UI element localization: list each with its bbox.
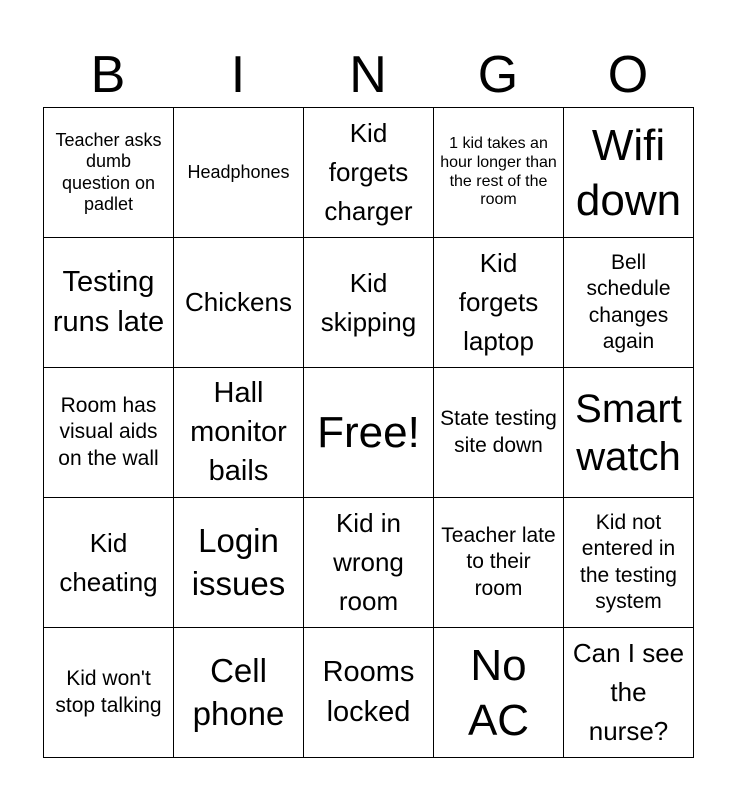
bingo-cell[interactable]: Can I see the nurse? (564, 628, 694, 758)
bingo-cell[interactable]: Kid cheating (44, 498, 174, 628)
bingo-cell[interactable]: Chickens (174, 238, 304, 368)
bingo-cell[interactable]: Kid won't stop talking (44, 628, 174, 758)
bingo-cell[interactable]: Cell phone (174, 628, 304, 758)
bingo-cell[interactable]: Headphones (174, 108, 304, 238)
bingo-cell[interactable]: Smart watch (564, 368, 694, 498)
bingo-grid (43, 107, 694, 758)
bingo-cell[interactable]: Teacher asks dumb question on padlet (44, 108, 174, 238)
bingo-cell[interactable]: Room has visual aids on the wall (44, 368, 174, 498)
bingo-cell[interactable]: Rooms locked (304, 628, 434, 758)
bingo-cell[interactable]: Hall monitor bails (174, 368, 304, 498)
bingo-cell[interactable]: Kid in wrong room (304, 498, 434, 628)
bingo-cell[interactable]: Kid not entered in the testing system (564, 498, 694, 628)
bingo-cell[interactable]: State testing site down (434, 368, 564, 498)
header-letter-o: O (607, 46, 649, 104)
bingo-cell[interactable]: 1 kid takes an hour longer than the rest of the room (434, 108, 564, 238)
header-letter-i: I (230, 46, 246, 104)
bingo-cell[interactable]: No AC (434, 628, 564, 758)
bingo-cell[interactable]: Bell schedule changes again (564, 238, 694, 368)
bingo-cell[interactable]: Kid forgets laptop (434, 238, 564, 368)
bingo-cell[interactable]: Kid skipping (304, 238, 434, 368)
bingo-cell[interactable]: Kid forgets charger (304, 108, 434, 238)
bingo-cell[interactable]: Login issues (174, 498, 304, 628)
header-letter-n: N (349, 46, 387, 104)
bingo-header (43, 44, 693, 106)
header-letter-g: G (477, 46, 519, 104)
header-letter-b: B (90, 46, 126, 104)
bingo-cell[interactable]: Testing runs late (44, 238, 174, 368)
bingo-cell[interactable]: Teacher late to their room (434, 498, 564, 628)
bingo-cell[interactable]: Wifi down (564, 108, 694, 238)
free-space-cell[interactable]: Free! (304, 368, 434, 498)
